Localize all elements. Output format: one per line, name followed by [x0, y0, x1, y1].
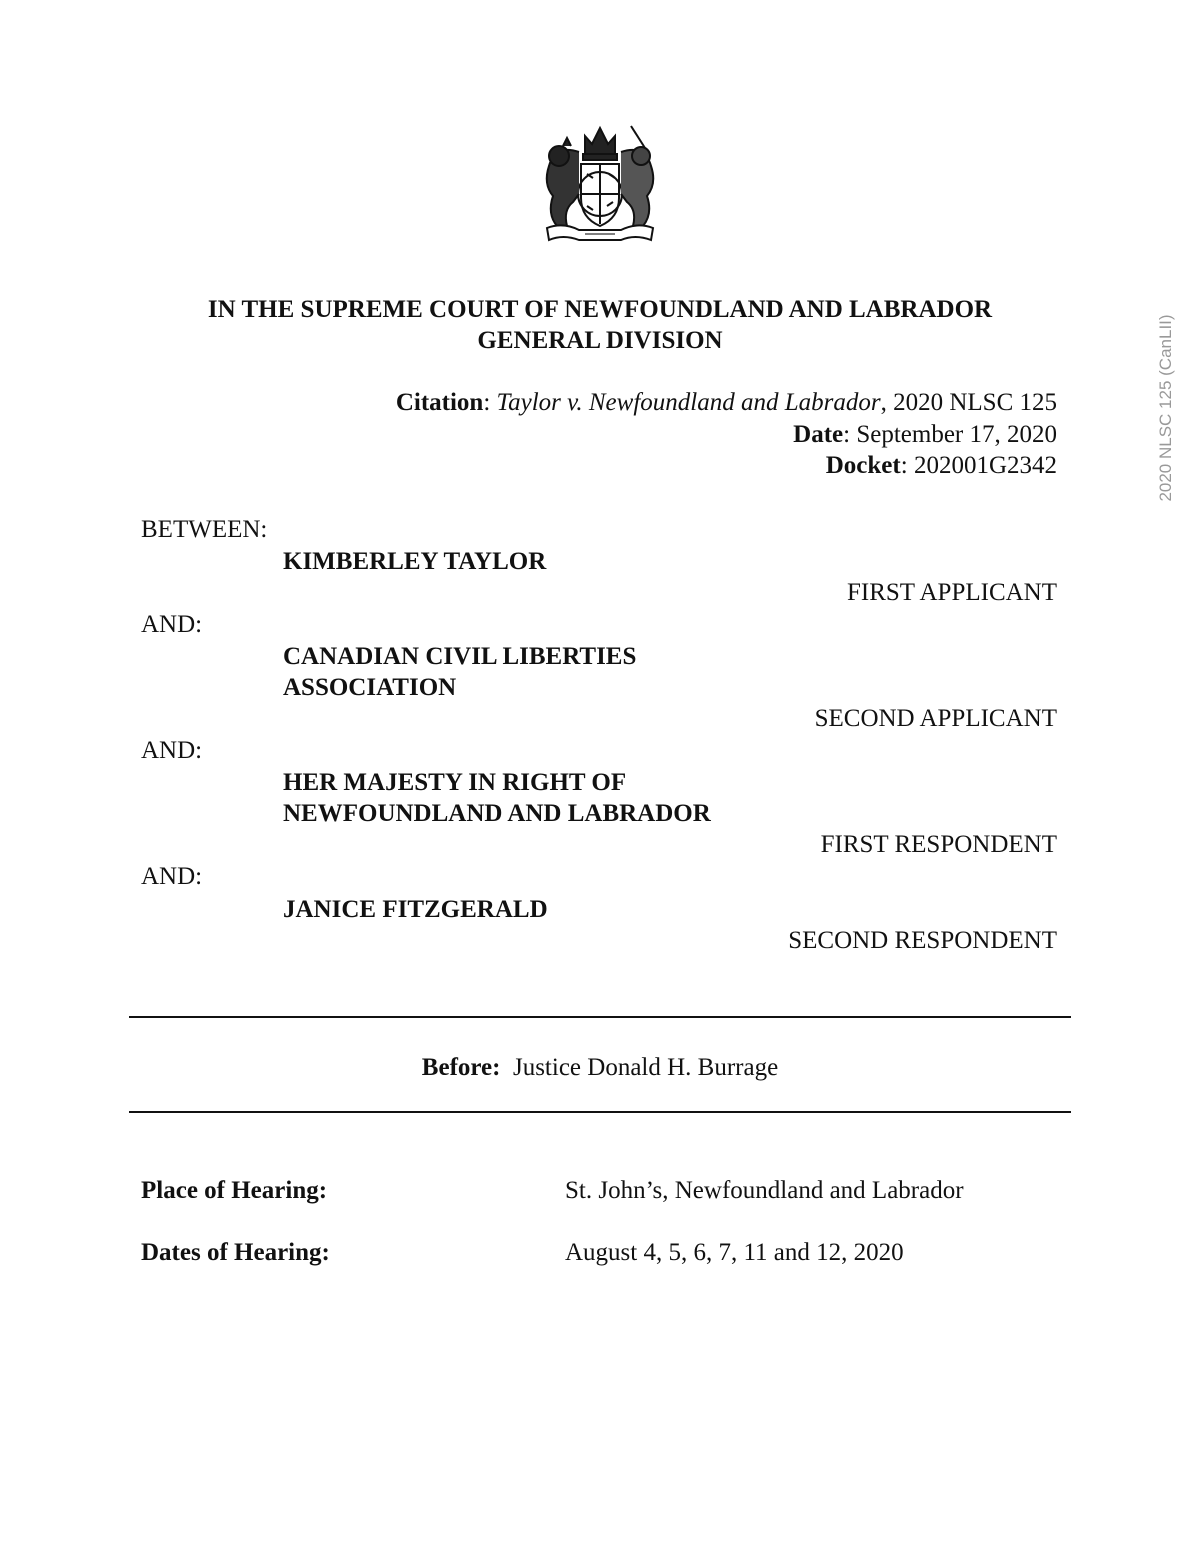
- date-value: September 17, 2020: [850, 421, 1057, 448]
- divider-top: [129, 1016, 1071, 1018]
- and-label-3: AND:: [141, 863, 203, 890]
- coat-of-arms-icon: [533, 122, 667, 244]
- canlii-stamp-text: 2020 NLSC 125 (CanLII): [1156, 313, 1175, 502]
- date-sep: :: [843, 421, 851, 448]
- dates-value: August 4, 5, 6, 7, 11 and 12, 2020: [565, 1239, 904, 1266]
- party2-role: SECOND APPLICANT: [814, 705, 1057, 732]
- party1-role: FIRST APPLICANT: [846, 579, 1057, 606]
- citation-line: [396, 387, 1057, 418]
- party4-name: JANICE FITZGERALD: [283, 896, 548, 923]
- party3-role: FIRST RESPONDENT: [820, 831, 1057, 858]
- citation-ref: , 2020 NLSC 125: [880, 389, 1057, 416]
- party2-name-line2: ASSOCIATION: [283, 674, 457, 701]
- docket-line: [826, 450, 1057, 481]
- before-line: [0, 1052, 1200, 1083]
- party3-name-line1: HER MAJESTY IN RIGHT OF: [283, 769, 627, 796]
- party1-name: KIMBERLEY TAYLOR: [283, 548, 547, 575]
- date-line: [793, 419, 1057, 450]
- party3-name-line2: NEWFOUNDLAND AND LABRADOR: [283, 800, 711, 827]
- place-value: St. John’s, Newfoundland and Labrador: [565, 1177, 964, 1204]
- dates-label: Dates of Hearing:: [141, 1239, 330, 1266]
- case-name: Taylor v. Newfoundland and Labrador: [496, 389, 881, 416]
- citation-label: Citation: [395, 389, 484, 416]
- canlii-stamp: [1149, 300, 1183, 515]
- court-title: IN THE SUPREME COURT OF NEWFOUNDLAND AND LABRADOR: [207, 296, 993, 323]
- divider-bottom: [129, 1111, 1071, 1113]
- court-division: GENERAL DIVISION: [477, 327, 723, 354]
- and-label-1: AND:: [141, 611, 203, 638]
- docket-sep: :: [900, 452, 908, 479]
- party2-name-line1: CANADIAN CIVIL LIBERTIES: [283, 643, 637, 670]
- citation-sep: :: [483, 389, 491, 416]
- before-label: Before:: [421, 1054, 501, 1081]
- between-label: BETWEEN:: [141, 516, 268, 543]
- party4-role: SECOND RESPONDENT: [788, 927, 1057, 954]
- docket-label: Docket: [825, 452, 901, 479]
- place-label: Place of Hearing:: [141, 1177, 328, 1204]
- before-value: Justice Donald H. Burrage: [512, 1054, 779, 1081]
- and-label-2: AND:: [141, 737, 203, 764]
- date-label: Date: [793, 421, 844, 448]
- docket-value: 202001G2342: [907, 452, 1057, 479]
